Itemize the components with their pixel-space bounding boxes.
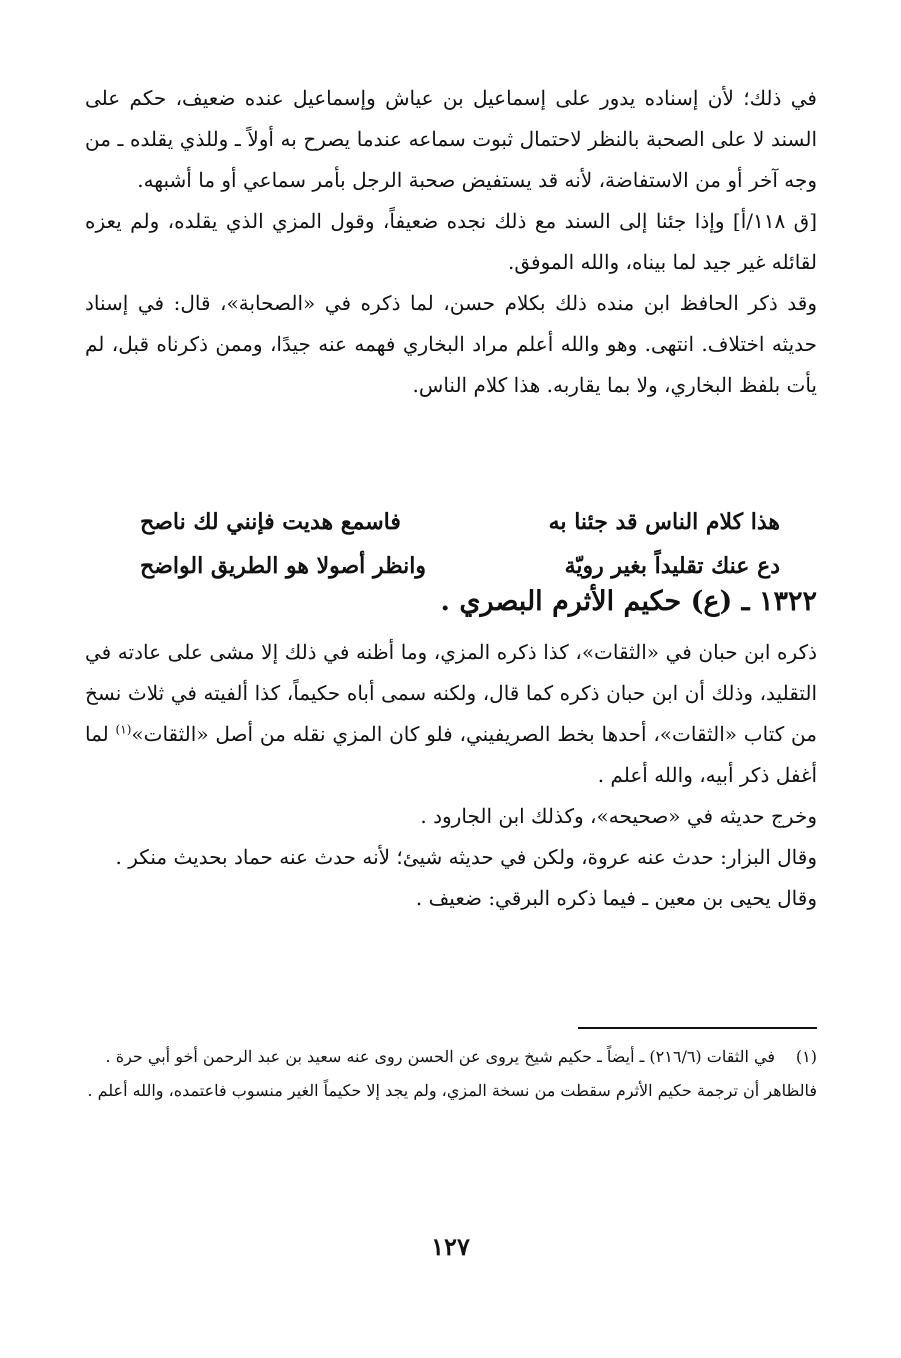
footnote-1-text: في الثقات (٢١٦/٦) ـ أيضاً ـ حكيم شيخ يروى عن الحسن روى عنه سعيد بن عبد الرحمن أخو أبي حرة .	[105, 1047, 775, 1066]
page-number: ١٢٧	[431, 1232, 470, 1261]
entry-text-after-note: لما أغفل ذكر أبيه، والله أعلم .	[85, 722, 817, 787]
body-text-top	[85, 78, 817, 406]
entry-heading: ١٣٢٢ ـ (ع) حكيم الأثرم البصري .	[440, 586, 817, 617]
paragraph-3: وقد ذكر الحافظ ابن منده ذلك بكلام حسن، لما ذكره في «الصحابة»، قال: في إسناد حديثه اختلاف. انتهى. وهو والله أعلم مراد البخاري فهمه عنه جيدًا، وممن ذكرناه قبل، لم يأت بلفظ البخاري، ولا بما يقاربه. هذا كلام الناس.	[85, 291, 817, 397]
footnote-marker: (١)	[795, 1047, 817, 1066]
poem-verse	[140, 500, 780, 544]
verse-first-hemistich: هذا كلام الناس قد جئنا به	[548, 509, 780, 535]
paragraph-2: [ق ١١٨/أ] وإذا جئنا إلى السند مع ذلك نجده ضعيفاً، وقول المزي الذي يقلده، ولم يعزه لقائله غير جيد لما بيناه، والله الموفق.	[85, 209, 818, 274]
verse-second-hemistich: وانظر أصولا هو الطريق الواضح	[140, 553, 426, 579]
verse-second-hemistich: فاسمع هديت فإنني لك ناصح	[140, 509, 401, 535]
footnote-2: فالظاهر أن ترجمة حكيم الأثرم سقطت من نسخة المزي، ولم يجد إلا حكيماً الغير منسوب فاعتمده، والله أعلم .	[87, 1081, 817, 1100]
entry-paragraph-4: وقال يحيى بن معين ـ فيما ذكره البرقي: ضعيف .	[415, 886, 817, 910]
entry-text-before-note: ذكره ابن حبان في «الثقات»، كذا ذكره المزي، وما أظنه في ذلك إلا مشى على عادته في التقليد، وذلك أن ابن حبان ذكره كما قال، ولكنه سمى أباه حكيماً، كذا ألفيته في ثلاث نسخ من كتاب «الثقات»، أحدها بخط الصريفيني، فلو كان المزي نقله من أصل «الثقات»	[85, 640, 817, 746]
poem-verse	[140, 544, 780, 588]
entry-body	[85, 632, 817, 919]
entry-paragraph-1	[85, 632, 817, 796]
footnote-reference[interactable]: (١)	[115, 722, 132, 737]
entry-paragraph-2: وخرج حديثه في «صحيحه»، وكذلك ابن الجارود .	[420, 804, 817, 828]
verse-first-hemistich: دع عنك تقليداً بغير رويّة	[564, 553, 780, 579]
footnotes	[85, 1040, 817, 1108]
paragraph-1: في ذلك؛ لأن إسناده يدور على إسماعيل بن عياش وإسماعيل عنده ضعيف، حكم على السند لا على الصحبة بالنظر لاحتمال ثبوت سماعه عندما يصرح به أولاً ـ وللذي يقلده ـ من وجه آخر أو من الاستفاضة، لأنه قد يستفيض صحبة الرجل بأمر سماعي أو ما أشبهه.	[85, 86, 817, 192]
entry-paragraph-3: وقال البزار: حدث عنه عروة، ولكن في حديثه شيئ؛ لأنه حدث عنه حماد بحديث منكر .	[115, 845, 817, 869]
footnote-1	[85, 1040, 817, 1074]
poem	[140, 500, 780, 588]
footnote-separator	[578, 1027, 817, 1029]
